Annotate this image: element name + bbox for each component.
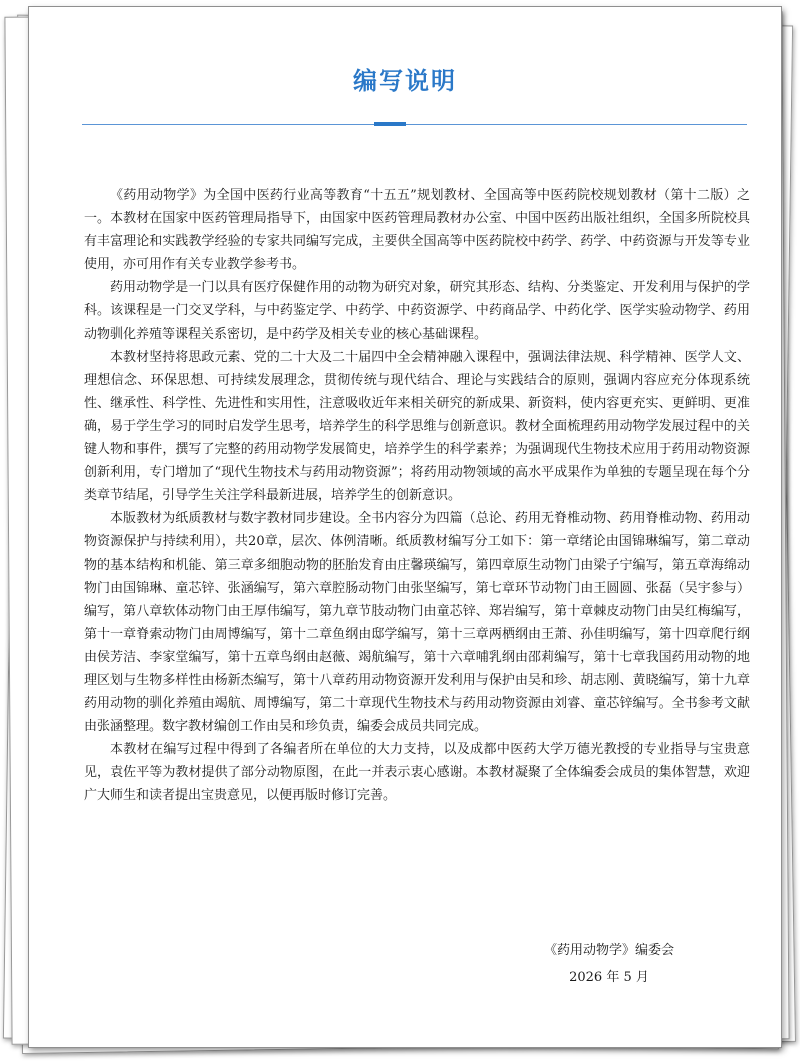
paragraph-3: 本教材坚持将思政元素、党的二十大及二十届四中全会精神融入课程中，强调法律法规、科学精神、医学人文、理想信念、环保思想、可持续发展理念，贯彻传统与现代结合、理论与实践结合的原则，强调内容应充分体现系统性、继承性、科学性、先进性和实用性，注意吸收近年来相关研究的新成果、新资料，使内容更充实、更鲜明、更准确，易于学生学习的同时启发学生思考，培养学生的科学思维与创新意识。教材全面梳理药用动物学发展过程中的关键人物和事件，撰写了完整的药用动物学发展简史，培养学生的科学素养；为强调现代生物技术应用于药用动物资源创新利用，专门增加了“现代生物技术与药用动物资源”；将药用动物领域的高水平成果作为单独的专题呈现在每个分类章节结尾，引导学生关注学科最新进展，培养学生的创新意识。 <box>84 349 750 504</box>
title-divider <box>82 124 747 125</box>
document-body <box>84 184 750 808</box>
page-title: 编写说明 <box>353 67 457 95</box>
paragraph-2: 药用动物学是一门以具有医疗保健作用的动物为研究对象，研究其形态、结构、分类鉴定、开发利用与保护的学科。该课程是一门交叉学科，与中药鉴定学、中药学、中药资源学、中药商品学、中药化学、医学实验动物学、药用动物驯化养殖等课程关系密切，是中药学及相关专业的核心基础课程。 <box>84 280 750 342</box>
paragraph-1: 《药用动物学》为全国中医药行业高等教育“十五五”规划教材、全国高等中医药院校规划教材（第十二版）之一。本教材在国家中医药管理局指导下，由国家中医药管理局教材办公室、中国中医药出版社组织，全国多所院校具有丰富理论和实践教学经验的专家共同编写完成，主要供全国高等中医药院校中药学、药学、中药资源与开发等专业使用，亦可用作有关专业教学参考书。 <box>84 188 750 273</box>
paragraph-4: 本版教材为纸质教材与数字教材同步建设。全书内容分为四篇（总论、药用无脊椎动物、药用脊椎动物、药用动物资源保护与持续利用），共20章，层次、体例清晰。纸质教材编写分工如下：第一章绪论由国锦琳编写，第二章动物的基本结构和机能、第三章多细胞动物的胚胎发育由庄馨瑛编写，第四章原生动物门由梁子宁编写，第五章海绵动物门由国锦琳、童芯锌、张涵编写，第六章腔肠动物门由张坚编写，第七章环节动物门由王圆圆、张磊（吴宇参与）编写，第八章软体动物门由王厚伟编写，第九章节肢动物门由童芯锌、郑岩编写，第十章棘皮动物门由吴红梅编写，第十一章脊索动物门由周博编写，第十二章鱼纲由邸学编写，第十三章两栖纲由王萧、孙佳明编写，第十四章爬行纲由侯芳洁、李家堂编写，第十五章鸟纲由赵薇、竭航编写，第十六章哺乳纲由邵莉编写，第十七章我国药用动物的地理区划与生物多样性由杨新杰编写，第十八章药用动物资源开发利用与保护由吴和珍、胡志刚、黄晓编写，第十九章药用动物的驯化养殖由竭航、周博编写，第二十章现代生物技术与药用动物资源由刘睿、童芯锌编写。全书参考文献由张涵整理。数字教材编创工作由吴和珍负责，编委会成员共同完成。 <box>84 511 750 735</box>
paragraph-5: 本教材在编写过程中得到了各编者所在单位的大力支持，以及成都中医药大学万德光教授的专业指导与宝贵意见，袁佐平等为教材提供了部分动物原图，在此一并表示衷心感谢。本教材凝聚了全体编委会成员的集体智慧，欢迎广大师生和读者提出宝贵意见，以便再版时修订完善。 <box>84 742 750 804</box>
title-divider-accent <box>374 122 406 126</box>
signature-committee: 《药用动物学》编委会 <box>543 943 674 958</box>
signature-date: 2026 年 5 月 <box>569 970 649 985</box>
document-page <box>28 6 782 1048</box>
